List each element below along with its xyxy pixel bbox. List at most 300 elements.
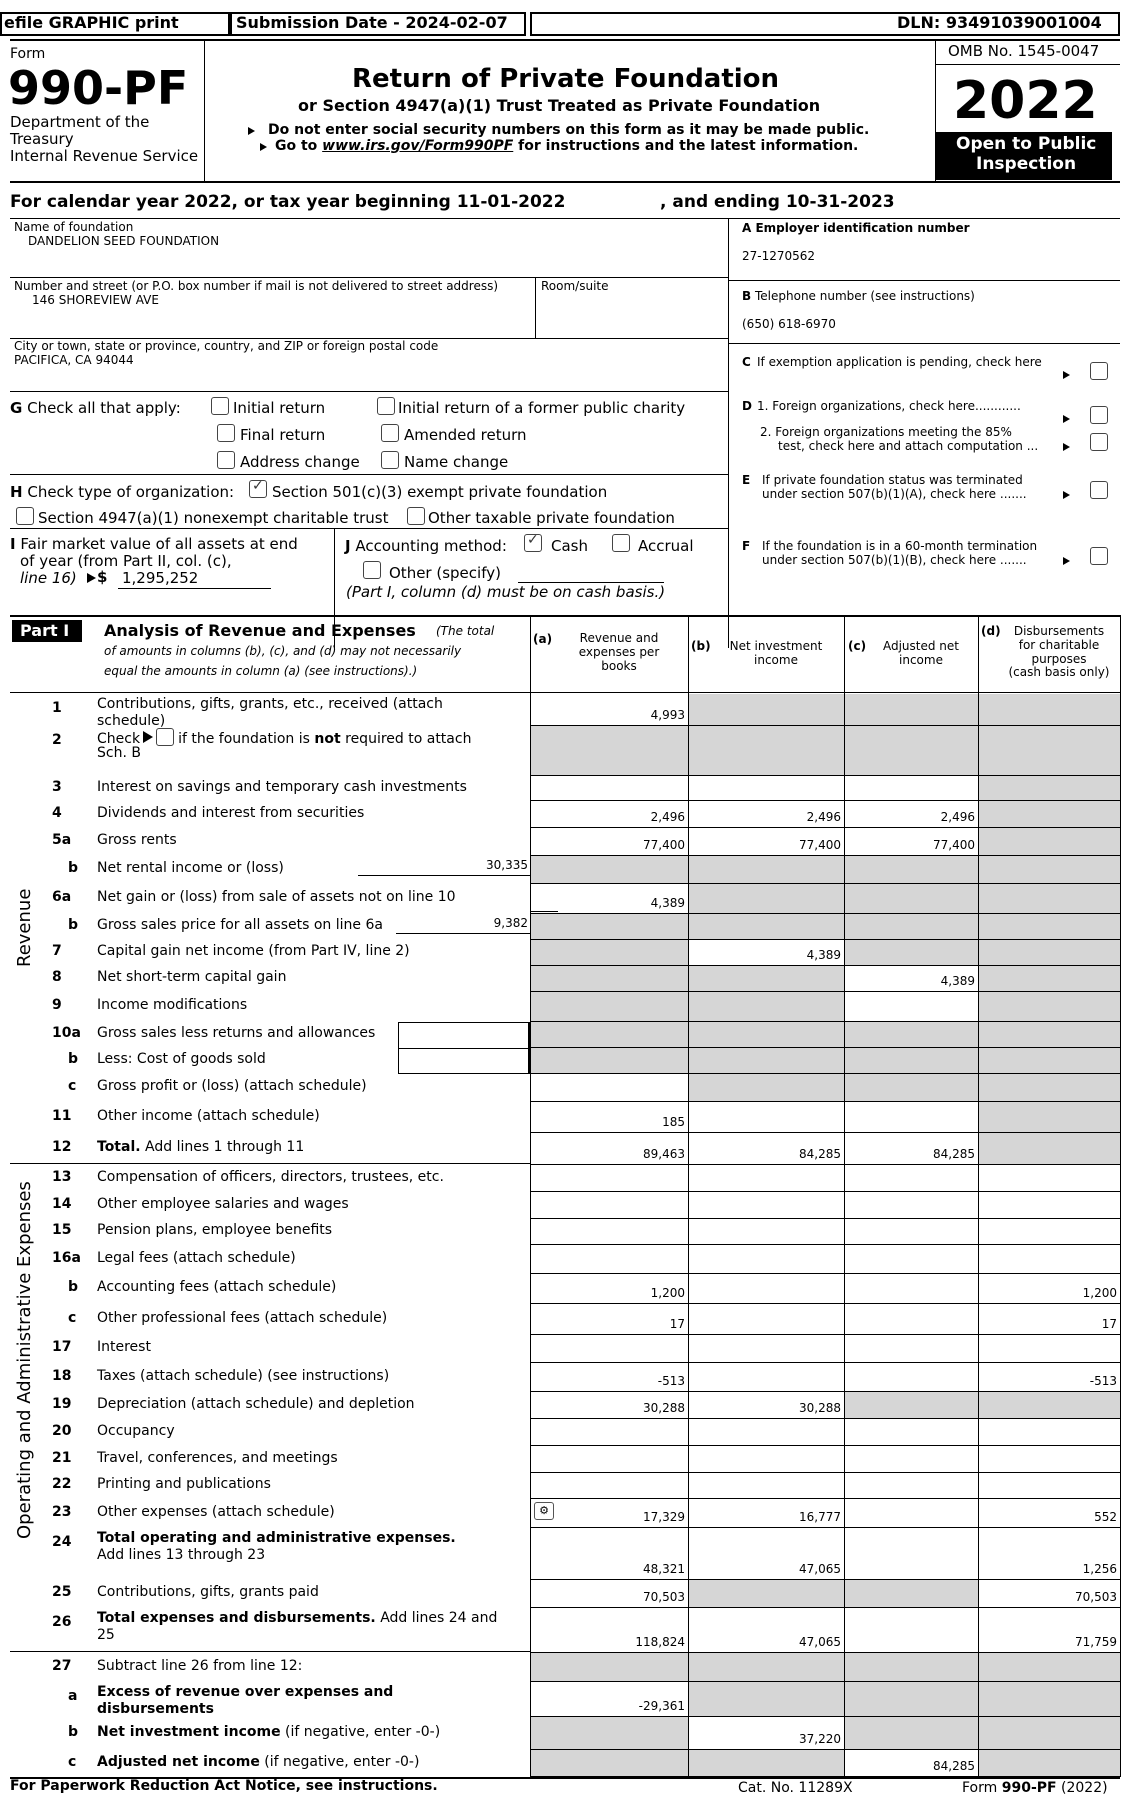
shaded-cell <box>689 726 844 776</box>
col-a-header <box>555 632 683 673</box>
arrow-icon <box>1063 443 1070 451</box>
line-label <box>97 969 286 986</box>
attachment-icon[interactable]: ⚙ <box>534 1502 554 1520</box>
line-label-cont: Sch. B <box>97 745 141 761</box>
shaded-cell <box>979 828 1120 856</box>
label-text: Interest <box>97 1339 151 1355</box>
f-60-month-checkbox[interactable] <box>1090 547 1108 565</box>
shaded-cell <box>979 914 1120 940</box>
shaded-cell <box>979 966 1120 992</box>
shaded-cell <box>979 1392 1120 1419</box>
shaded-cell <box>531 914 688 940</box>
shaded-cell <box>531 1653 688 1682</box>
shaded-cell <box>531 1750 688 1777</box>
cat-number: Cat. No. 11289X <box>738 1780 853 1796</box>
c-letter: C <box>742 355 751 369</box>
initial-return-checkbox[interactable] <box>211 397 229 415</box>
col-d-line2: for charitable <box>1018 637 1100 652</box>
501c3-checkbox[interactable] <box>249 480 267 498</box>
shaded-cell <box>979 856 1120 884</box>
line-number: 10a <box>52 1025 81 1041</box>
row-rule <box>530 1303 1120 1304</box>
col-b-line2: income <box>754 652 798 667</box>
line-label <box>97 1658 302 1675</box>
line-label <box>97 1530 456 1547</box>
col-b-header <box>712 640 840 668</box>
amount-col-d[interactable]: 17 <box>1101 1317 1117 1331</box>
col-d-line4: (cash basis only) <box>1008 665 1110 680</box>
line-label <box>97 1108 320 1125</box>
form-subtitle: or Section 4947(a)(1) Trust Treated as Private Foundation <box>298 96 821 115</box>
g-label: G Check all that apply: <box>10 399 181 417</box>
line-label <box>97 1754 419 1771</box>
ssn-notice: Do not enter social security numbers on this form as it may be made public. <box>268 122 870 138</box>
g-label-text: Check all that apply: <box>27 399 181 417</box>
col-a-line2: expenses per <box>578 644 660 659</box>
row-rule <box>530 1527 1120 1528</box>
row-rule <box>530 1445 1120 1446</box>
line-number: 22 <box>52 1476 72 1492</box>
amount-col-b[interactable]: 47,065 <box>799 1562 841 1576</box>
label-text: Travel, conferences, and meetings <box>97 1449 338 1466</box>
amount-col-c[interactable]: 2,496 <box>940 810 975 824</box>
line-number: c <box>68 1753 77 1770</box>
line-label <box>97 1339 151 1356</box>
cash-label: Cash <box>551 537 588 555</box>
amount-col-a[interactable]: 77,400 <box>643 838 685 852</box>
label-text: Depreciation (attach schedule) and depletion <box>97 1395 415 1412</box>
line-number: b <box>68 1279 79 1295</box>
shaded-cell <box>979 940 1120 966</box>
row-rule <box>530 1607 1120 1608</box>
line-label <box>97 805 364 822</box>
line-number: 16a <box>52 1249 81 1266</box>
label-text: (if negative, enter -0-) <box>285 1723 441 1740</box>
line-label <box>97 696 443 713</box>
d1-label: 1. Foreign organizations, check here............ <box>757 399 1021 413</box>
label-text: Interest on savings and temporary cash investments <box>97 778 467 795</box>
amount-col-b[interactable]: 77,400 <box>799 838 841 852</box>
shaded-cell <box>979 694 1120 726</box>
phone-label <box>742 290 975 304</box>
irs-link[interactable]: www.irs.gov/Form990PF <box>322 138 514 154</box>
label-bold: Total expenses and disbursements. <box>97 1610 376 1626</box>
line-label <box>97 1279 336 1296</box>
row-rule <box>530 1418 1120 1419</box>
final-return-label: Final return <box>240 426 326 444</box>
shaded-cell <box>979 726 1120 776</box>
tax-year-end: , and ending 10-31-2023 <box>660 192 895 212</box>
label-text: Taxes (attach schedule) (see instructions) <box>97 1367 390 1384</box>
shaded-cell <box>979 1682 1120 1717</box>
line-label <box>97 1250 296 1267</box>
address-change-checkbox[interactable] <box>217 451 235 469</box>
line-label <box>97 1584 319 1601</box>
omb-number: OMB No. 1545-0047 <box>948 42 1100 60</box>
e-letter: E <box>742 473 751 487</box>
col-c-line1: Adjusted net <box>882 639 960 653</box>
shaded-cell <box>689 884 844 914</box>
amount-col-c[interactable]: 4,389 <box>940 974 975 988</box>
col-c-line2: income <box>899 652 943 667</box>
label-text: Gross sales price for all assets on line 6a <box>97 917 383 933</box>
amount-col-d[interactable]: -513 <box>1089 1374 1117 1388</box>
line-number: 15 <box>52 1222 72 1238</box>
shaded-cell <box>979 776 1120 801</box>
dln: DLN: 93491039001004 <box>897 13 1102 32</box>
label-text: Gross rents <box>97 832 177 848</box>
line-number: 27 <box>52 1657 72 1674</box>
fmv-value[interactable]: 1,295,252 <box>122 569 199 587</box>
line-label <box>97 1476 271 1493</box>
shaded-cell <box>689 1022 844 1048</box>
notice-pre: Go to <box>275 138 323 154</box>
phone-label-text: Telephone number (see instructions) <box>754 289 975 303</box>
initial-former-charity-checkbox[interactable] <box>377 397 395 415</box>
notice-post: for instructions and the latest information. <box>513 138 859 154</box>
label-text: Accounting fees (attach schedule) <box>97 1279 337 1295</box>
4947-trust-checkbox[interactable] <box>16 507 34 525</box>
line-number: 8 <box>52 969 62 985</box>
row-rule <box>530 1472 1120 1473</box>
label-bold: Excess of revenue over expenses and <box>97 1684 394 1700</box>
row-rule <box>530 1334 1120 1335</box>
col-a-line1: Revenue and <box>579 631 659 645</box>
street-address[interactable]: 146 SHOREVIEW AVE <box>32 293 159 307</box>
line-number: 2 <box>52 732 62 748</box>
amount-col-a[interactable]: 1,200 <box>650 1286 685 1300</box>
c-exemption-pending-checkbox[interactable] <box>1090 362 1108 380</box>
phone-letter: B <box>742 289 752 303</box>
line-label <box>97 1423 175 1440</box>
label-text: Add lines 24 and <box>380 1610 498 1626</box>
line-number: 5a <box>52 832 72 848</box>
line-number: b <box>68 1723 79 1740</box>
submission-date: Submission Date - 2024-02-07 <box>236 13 508 32</box>
amount-col-d[interactable]: 71,759 <box>1075 1635 1117 1649</box>
name-change-checkbox[interactable] <box>381 451 399 469</box>
shaded-cell <box>689 1750 844 1777</box>
box-rule <box>398 1048 530 1049</box>
shaded-cell <box>531 992 688 1022</box>
dept-line1: Department of the <box>10 113 150 131</box>
line-label <box>97 1051 266 1068</box>
j-label: J Accounting method: <box>345 537 507 555</box>
shaded-cell <box>689 856 844 884</box>
line-label <box>97 728 471 748</box>
col-b-line1: Net investment <box>729 639 823 653</box>
amount-col-a[interactable]: -29,361 <box>638 1699 685 1713</box>
line-number: 17 <box>52 1339 72 1355</box>
room-label: Room/suite <box>541 279 609 293</box>
c-label: If exemption application is pending, check here <box>757 355 1042 369</box>
row-rule <box>530 1498 1120 1499</box>
label-text: Contributions, gifts, grants, etc., received (attach <box>97 696 443 712</box>
amount-col-b[interactable]: 30,288 <box>799 1401 841 1415</box>
shaded-cell <box>531 726 688 776</box>
label-bold: Total operating and administrative expenses. <box>97 1530 456 1546</box>
paperwork-notice: For Paperwork Reduction Act Notice, see instructions. <box>10 1778 438 1794</box>
row-rule <box>530 1218 1120 1219</box>
tax-year-badge: 2022 <box>953 71 1098 131</box>
final-return-checkbox[interactable] <box>217 424 235 442</box>
line-label <box>97 1504 335 1521</box>
shaded-cell <box>979 1653 1120 1682</box>
amount-col-b[interactable]: 47,065 <box>799 1635 841 1649</box>
amount-col-b[interactable]: 4,389 <box>806 948 841 962</box>
shaded-cell <box>845 914 978 940</box>
line-number: 7 <box>52 943 62 959</box>
inline-rule <box>358 875 530 876</box>
shaded-cell <box>979 801 1120 828</box>
city-state-zip[interactable]: PACIFICA, CA 94044 <box>14 353 134 367</box>
line-label-cont: schedule) <box>97 713 166 729</box>
shaded-cell <box>531 940 688 966</box>
line-label <box>97 1078 367 1095</box>
shaded-cell <box>689 694 844 726</box>
open-public-line2: Inspection <box>976 154 1077 174</box>
foundation-name[interactable]: DANDELION SEED FOUNDATION <box>28 234 220 248</box>
line-number: 25 <box>52 1584 72 1600</box>
line-number: 21 <box>52 1449 72 1466</box>
line-label <box>97 1450 338 1467</box>
amount-col-d[interactable]: 1,256 <box>1082 1562 1117 1576</box>
amount-col-a[interactable]: 48,321 <box>643 1562 685 1576</box>
label-text: Other expenses (attach schedule) <box>97 1503 335 1520</box>
amount-col-b[interactable]: 84,285 <box>799 1147 841 1161</box>
j-label-text: Accounting method: <box>355 537 507 555</box>
shaded-cell <box>845 940 978 966</box>
other-method-label: Other (specify) <box>389 564 501 582</box>
amount-col-c[interactable]: 84,285 <box>933 1759 975 1773</box>
i-label1-text: Fair market value of all assets at end <box>20 535 298 553</box>
amount-col-a[interactable]: 17 <box>669 1317 685 1331</box>
col-d-letter: (d) <box>981 624 1001 638</box>
name-change-label: Name change <box>404 453 509 471</box>
shaded-cell <box>845 856 978 884</box>
shaded-cell <box>689 1653 844 1682</box>
amount-col-d[interactable]: 552 <box>1094 1510 1117 1524</box>
label-text: Pension plans, employee benefits <box>97 1222 333 1238</box>
shaded-cell <box>979 1750 1120 1777</box>
initial-return-label: Initial return <box>233 399 326 417</box>
line-label <box>97 917 383 934</box>
part1-tag-label: Part I <box>20 621 70 640</box>
row-rule <box>530 1273 1120 1274</box>
line-label <box>97 1684 393 1701</box>
phone-value[interactable]: (650) 618-6970 <box>742 317 836 331</box>
amount-col-c[interactable]: 77,400 <box>933 838 975 852</box>
d2-foreign-85-checkbox[interactable] <box>1090 433 1108 451</box>
line-number: b <box>68 917 79 933</box>
shaded-cell <box>979 1022 1120 1048</box>
col-d-line1: Disbursements <box>1013 624 1105 638</box>
col-a-letter: (a) <box>533 632 553 646</box>
amount-col-a[interactable]: 185 <box>662 1115 685 1129</box>
label-bold: Adjusted net income <box>97 1753 260 1770</box>
shaded-cell <box>845 1653 978 1682</box>
amount-col-a[interactable]: 118,824 <box>635 1635 685 1649</box>
line-label <box>97 779 467 796</box>
shaded-cell <box>531 1022 688 1048</box>
line-number: 3 <box>52 778 62 795</box>
line-number: 23 <box>52 1503 72 1520</box>
amount-col-a[interactable]: 30,288 <box>643 1401 685 1415</box>
inline-amount[interactable]: 9,382 <box>493 916 528 930</box>
tax-year-begin: For calendar year 2022, or tax year beginning 11-01-2022 <box>10 192 566 212</box>
line-label <box>97 943 410 960</box>
shaded-cell <box>689 992 844 1022</box>
form-title: Return of Private Foundation <box>352 64 780 94</box>
amended-return-label: Amended return <box>404 426 527 444</box>
line-number: 1 <box>52 700 62 716</box>
line-number: c <box>68 1078 77 1094</box>
shaded-cell <box>689 966 844 992</box>
inline-rule <box>396 933 530 934</box>
dept-line3: Internal Revenue Service <box>10 147 199 165</box>
amount-col-a[interactable]: 17,329 <box>643 1510 685 1524</box>
shaded-cell <box>979 1074 1120 1102</box>
e-terminated-checkbox[interactable] <box>1090 481 1108 499</box>
col-d-header <box>1000 625 1118 680</box>
row-rule <box>530 1362 1120 1363</box>
amount-col-b[interactable]: 16,777 <box>799 1510 841 1524</box>
row-rule <box>530 911 558 912</box>
d1-foreign-org-checkbox[interactable] <box>1090 406 1108 424</box>
line-label <box>97 1396 415 1413</box>
label-bold: Net investment income <box>97 1723 281 1740</box>
name-label: Name of foundation <box>14 220 134 234</box>
label-bold: Total. <box>97 1139 141 1155</box>
i-label1: I Fair market value of all assets at end <box>10 535 298 553</box>
check-pre: Check <box>97 731 141 747</box>
accrual-method-checkbox[interactable] <box>612 534 630 552</box>
shaded-cell <box>845 1580 978 1608</box>
line-label <box>97 997 247 1014</box>
shaded-cell <box>845 1048 978 1074</box>
line-number: b <box>68 860 79 876</box>
shaded-cell <box>979 1717 1120 1750</box>
line-number: 13 <box>52 1168 72 1185</box>
d2-label2: test, check here and attach computation ... <box>778 439 1039 453</box>
amended-return-checkbox[interactable] <box>381 424 399 442</box>
label-text: Less: Cost of goods sold <box>97 1051 266 1067</box>
f-label2: under section 507(b)(1)(B), check here ....... <box>762 553 1027 567</box>
line-label <box>97 1025 375 1042</box>
form-footer <box>962 1780 1108 1796</box>
line-number: 26 <box>52 1614 72 1630</box>
label-text: Printing and publications <box>97 1476 271 1492</box>
amount-col-d[interactable]: 1,200 <box>1082 1286 1117 1300</box>
amount-col-a[interactable]: 4,389 <box>650 896 685 910</box>
line-label <box>97 889 456 906</box>
label-text: Gross sales less returns and allowances <box>97 1025 376 1041</box>
amount-col-a[interactable]: 70,503 <box>643 1590 685 1604</box>
address-change-label: Address change <box>240 453 360 471</box>
dollar-sign: $ <box>97 568 108 586</box>
amount-col-a[interactable]: 89,463 <box>643 1147 685 1161</box>
other-taxable-checkbox[interactable] <box>407 507 425 525</box>
amount-col-a[interactable]: 4,993 <box>650 708 685 722</box>
cash-method-checkbox[interactable] <box>524 534 542 552</box>
open-public-line1: Open to Public <box>956 134 1097 154</box>
label-text: Other income (attach schedule) <box>97 1107 320 1124</box>
f-letter: F <box>742 539 751 553</box>
arrow-icon <box>1063 371 1070 379</box>
label-text: Subtract line 26 from line 12: <box>97 1657 303 1674</box>
amount-col-b[interactable]: 2,496 <box>806 810 841 824</box>
col-b-letter: (b) <box>691 639 711 653</box>
shaded-cell <box>845 1022 978 1048</box>
sch-b-checkbox[interactable] <box>156 728 174 746</box>
e-label1: If private foundation status was terminated <box>762 473 1023 487</box>
shaded-cell <box>979 1133 1120 1165</box>
label-text: Compensation of officers, directors, trustees, etc. <box>97 1168 444 1185</box>
amount-col-a[interactable]: 2,496 <box>650 810 685 824</box>
footer-form-pre: Form <box>962 1780 1002 1796</box>
shaded-cell <box>845 694 978 726</box>
part1-title: Analysis of Revenue and Expenses <box>104 621 416 640</box>
line-label <box>97 1310 387 1327</box>
line-label <box>97 1196 349 1213</box>
line-number: 24 <box>52 1534 72 1550</box>
check-post: required to attach <box>345 731 472 747</box>
label-text: Net short-term capital gain <box>97 969 287 985</box>
street-label: Number and street (or P.O. box number if mail is not delivered to street address) <box>14 279 499 293</box>
label-text: Income modifications <box>97 997 248 1013</box>
shaded-cell <box>689 1074 844 1102</box>
col-c-header <box>866 640 976 668</box>
arrow-icon <box>87 573 96 583</box>
row-rule <box>530 1164 1120 1165</box>
inline-amount[interactable]: 30,335 <box>486 858 528 872</box>
line-label <box>97 1139 304 1156</box>
line-number: b <box>68 1051 79 1067</box>
4947-trust-label: Section 4947(a)(1) nonexempt charitable trust <box>38 509 389 527</box>
line-label-cont: Add lines 13 through 23 <box>97 1547 266 1563</box>
h-label-text: Check type of organization: <box>27 483 235 501</box>
e-label2: under section 507(b)(1)(A), check here ....... <box>762 487 1027 501</box>
501c3-label: Section 501(c)(3) exempt private foundation <box>272 483 608 501</box>
line-label <box>97 832 177 849</box>
dept-line2: Treasury <box>10 130 74 148</box>
line-number: 6a <box>52 889 72 905</box>
amount-col-a[interactable]: -513 <box>657 1374 685 1388</box>
line-number: c <box>68 1309 77 1326</box>
i-label2: of year (from Part II, col. (c), <box>20 552 232 570</box>
arrow-icon <box>1063 491 1070 499</box>
line-number: 9 <box>52 997 62 1013</box>
label-text: Gross profit or (loss) (attach schedule) <box>97 1078 367 1094</box>
shaded-cell <box>689 1682 844 1717</box>
accrual-label: Accrual <box>638 537 694 555</box>
row-rule <box>530 1244 1120 1245</box>
line-label <box>97 1724 440 1741</box>
ein-value[interactable]: 27-1270562 <box>742 249 816 263</box>
part1-desc2: of amounts in columns (b), (c), and (d) may not necessarily <box>104 644 462 658</box>
city-label: City or town, state or province, country, and ZIP or foreign postal code <box>14 339 439 353</box>
other-taxable-label: Other taxable private foundation <box>428 509 675 527</box>
arrow-icon <box>248 127 255 135</box>
amount-col-d[interactable]: 70,503 <box>1075 1590 1117 1604</box>
line-label-cont: 25 <box>97 1627 115 1643</box>
amount-col-b[interactable]: 37,220 <box>799 1732 841 1746</box>
shaded-cell <box>845 1682 978 1717</box>
amount-col-c[interactable]: 84,285 <box>933 1147 975 1161</box>
label-text: Capital gain net income (from Part IV, line 2) <box>97 943 410 959</box>
line-number: 20 <box>52 1422 72 1439</box>
other-method-checkbox[interactable] <box>363 561 381 579</box>
